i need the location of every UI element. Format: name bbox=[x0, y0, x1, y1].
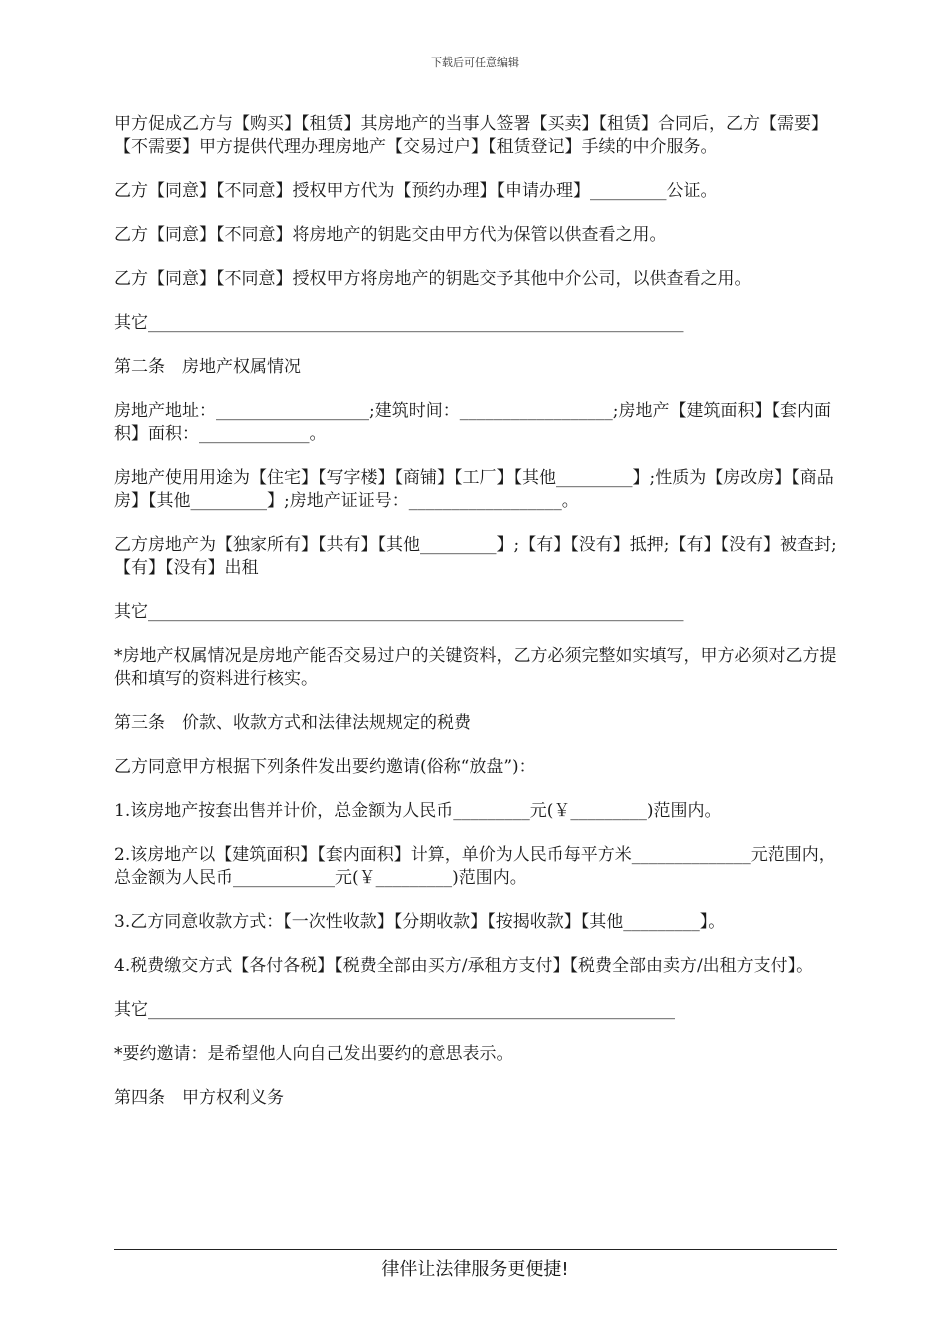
page-header-note: 下载后可任意编辑 bbox=[431, 56, 519, 69]
paragraph-price-item-3: 3.乙方同意收款方式：【一次性收款】【分期收款】【按揭收款】【其他_________】。 bbox=[114, 912, 726, 932]
paragraph-key-custody: 乙方【同意】【不同意】将房地产的钥匙交由甲方代为保管以供查看之用。 bbox=[114, 225, 667, 245]
paragraph-notarization: 乙方【同意】【不同意】授权甲方代为【预约办理】【申请办理】_________公证。 bbox=[114, 181, 718, 201]
paragraph-price-item-4: 4.税费缴交方式【各付各税】【税费全部由买方/承租方支付】【税费全部由卖方/出租方支付】。 bbox=[114, 956, 814, 976]
paragraph-price-item-2: 2.该房地产以【建筑面积】【套内面积】计算，单价为人民币每平方米______________元范围内，总金额为人民币____________元(￥_________)范围内。 bbox=[114, 845, 836, 888]
paragraph-price-item-1: 1.该房地产按套出售并计价，总金额为人民币_________元(￥_________)范围内。 bbox=[114, 801, 722, 821]
section-heading-article-2: 第二条 房地产权属情况 bbox=[114, 357, 301, 377]
paragraph-offer-invitation: 乙方同意甲方根据下列条件发出要约邀请(俗称“放盘”)： bbox=[114, 757, 536, 777]
paragraph-other-1: 其它_______________________________________________________________ bbox=[114, 313, 684, 333]
paragraph-ownership-note: *房地产权属情况是房地产能否交易过户的关键资料，乙方必须完整如实填写，甲方必须对乙方提供和填写的资料进行核实。 bbox=[114, 646, 837, 689]
section-heading-article-3: 第三条 价款、收款方式和法律法规规定的税费 bbox=[114, 713, 471, 733]
paragraph-key-transfer: 乙方【同意】【不同意】授权甲方将房地产的钥匙交予其他中介公司，以供查看之用。 bbox=[114, 269, 752, 289]
paragraph-property-usage: 房地产使用用途为【住宅】【写字楼】【商铺】【工厂】【其他_________】;性质为【房改房】【商品房】【其他_________】;房地产证证号：__________________。 bbox=[114, 468, 834, 511]
paragraph-agency-service: 甲方促成乙方与【购买】【租赁】其房地产的当事人签署【买卖】【租赁】合同后，乙方【需要】【不需要】甲方提供代理办理房地产【交易过户】【租赁登记】手续的中介服务。 bbox=[114, 114, 828, 157]
paragraph-other-3: 其它______________________________________________________________ bbox=[114, 1000, 675, 1020]
document-body bbox=[114, 113, 838, 1131]
paragraph-property-ownership: 乙方房地产为【独家所有】【共有】【其他_________】;【有】【没有】抵押;【有】【没有】被查封;【有】【没有】出租 bbox=[114, 535, 837, 578]
paragraph-property-address: 房地产地址：__________________;建筑时间：__________________;房地产【建筑面积】【套内面积】面积：_____________。 bbox=[114, 401, 831, 444]
section-heading-article-4: 第四条 甲方权利义务 bbox=[114, 1088, 284, 1108]
paragraph-other-2: 其它_______________________________________________________________ bbox=[114, 602, 684, 622]
footer-divider bbox=[114, 1249, 837, 1250]
footer-slogan: 律伴让法律服务更便捷! bbox=[381, 1259, 569, 1280]
paragraph-offer-note: *要约邀请：是希望他人向自己发出要约的意思表示。 bbox=[114, 1044, 514, 1064]
